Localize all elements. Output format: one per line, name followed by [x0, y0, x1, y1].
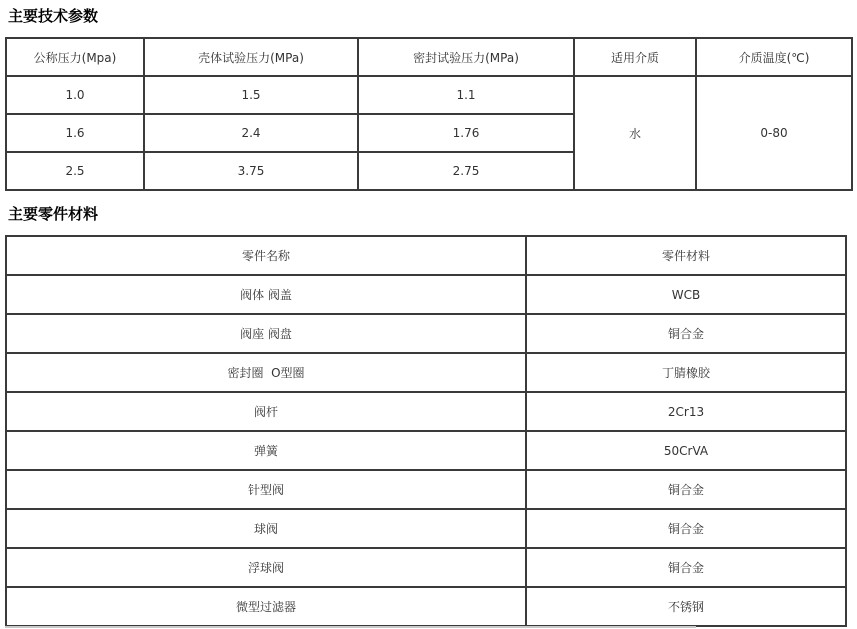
- header-cell: 适用介质: [574, 38, 696, 76]
- part-material-cell: 2Cr13: [526, 392, 846, 431]
- parts-materials-title: 主要零件材料: [8, 205, 99, 223]
- technical-parameters-title: 主要技术参数: [8, 7, 99, 25]
- cutoff-next-section-edge: [5, 626, 696, 628]
- header-cell: 零件材料: [526, 236, 846, 275]
- part-material-cell: 丁腈橡胶: [526, 353, 846, 392]
- table-cell: 3.75: [144, 152, 358, 190]
- table-cell: 1.76: [358, 114, 574, 152]
- part-name-cell: 球阀: [6, 509, 526, 548]
- part-name-cell: 浮球阀: [6, 548, 526, 587]
- table-row: [6, 353, 846, 392]
- table-cell: 1.1: [358, 76, 574, 114]
- table-row: [6, 431, 846, 470]
- part-material-cell: 50CrVA: [526, 431, 846, 470]
- table-cell: 1.6: [6, 114, 144, 152]
- table-row: [6, 587, 846, 626]
- table-cell: 1.0: [6, 76, 144, 114]
- part-material-cell: 铜合金: [526, 314, 846, 353]
- technical-parameters-body: [6, 76, 852, 190]
- medium-temperature-cell: 0-80: [696, 76, 852, 190]
- part-name-cell: 阀座 阀盘: [6, 314, 526, 353]
- table-cell: 2.4: [144, 114, 358, 152]
- parts-materials-body: [6, 275, 846, 626]
- table-row: [6, 509, 846, 548]
- header-cell: 介质温度(℃): [696, 38, 852, 76]
- part-material-cell: 铜合金: [526, 470, 846, 509]
- part-name-cell: 针型阀: [6, 470, 526, 509]
- part-material-cell: 铜合金: [526, 548, 846, 587]
- header-cell: 壳体试验压力(MPa): [144, 38, 358, 76]
- part-name-cell: 阀体 阀盖: [6, 275, 526, 314]
- header-cell: 零件名称: [6, 236, 526, 275]
- table-cell: 1.5: [144, 76, 358, 114]
- table-cell: 2.5: [6, 152, 144, 190]
- parts-materials-table: [5, 235, 847, 627]
- header-cell: 公称压力(Mpa): [6, 38, 144, 76]
- table-row: [6, 314, 846, 353]
- part-name-cell: 弹簧: [6, 431, 526, 470]
- table-row: [6, 548, 846, 587]
- part-material-cell: 铜合金: [526, 509, 846, 548]
- part-name-cell: 微型过滤器: [6, 587, 526, 626]
- part-name-cell: 阀杆: [6, 392, 526, 431]
- table-row: [6, 392, 846, 431]
- table-row: [6, 76, 852, 114]
- part-material-cell: WCB: [526, 275, 846, 314]
- applicable-medium-cell: 水: [574, 76, 696, 190]
- part-material-cell: 不锈钢: [526, 587, 846, 626]
- part-name-cell: 密封圈 O型圈: [6, 353, 526, 392]
- table-row: [6, 470, 846, 509]
- header-cell: 密封试验压力(MPa): [358, 38, 574, 76]
- table-row: [6, 275, 846, 314]
- technical-parameters-table: [5, 37, 853, 191]
- parts-materials-header: [6, 236, 846, 275]
- technical-parameters-header: [6, 38, 852, 76]
- table-cell: 2.75: [358, 152, 574, 190]
